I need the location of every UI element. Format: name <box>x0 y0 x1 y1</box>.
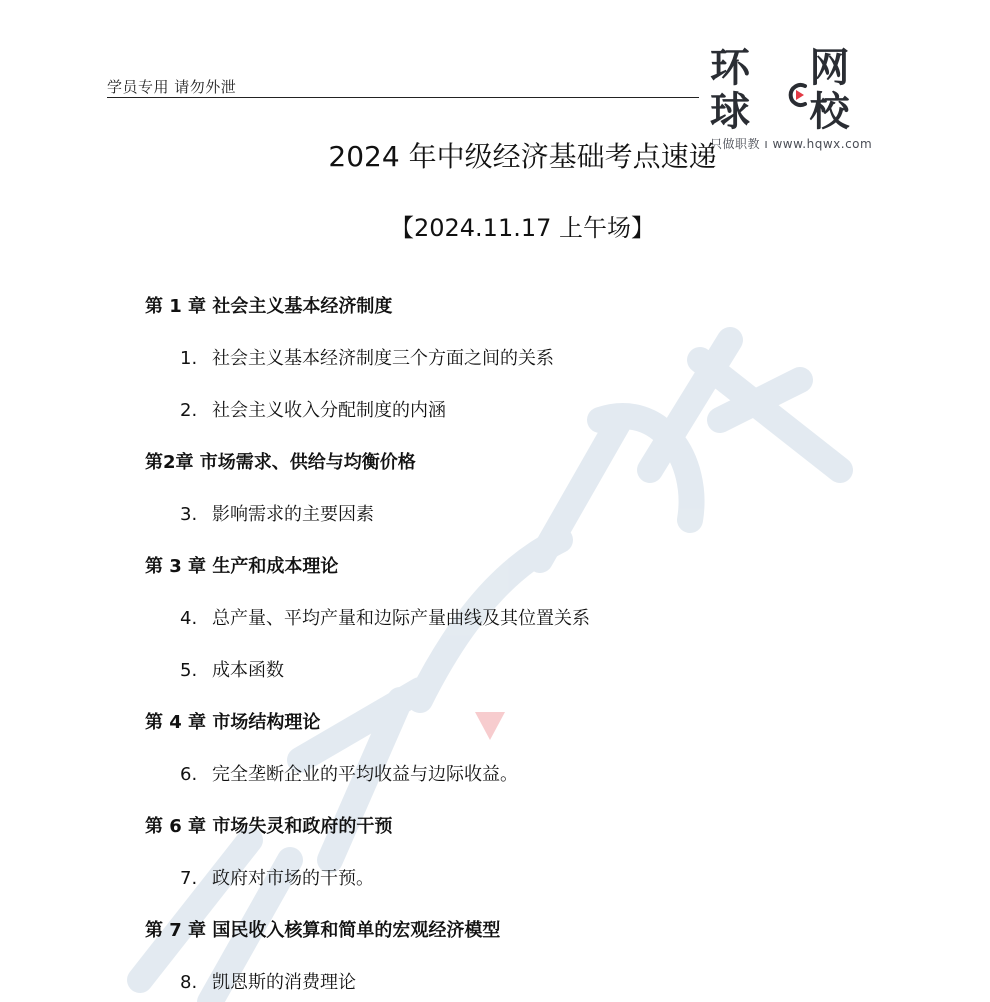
document-title: 2024 年中级经济基础考点速递 <box>328 140 717 173</box>
outline-item <box>180 656 284 682</box>
item-text: 社会主义基本经济制度三个方面之间的关系 <box>212 348 554 369</box>
item-text: 总产量、平均产量和边际产量曲线及其位置关系 <box>212 608 590 629</box>
outline-item <box>180 396 446 422</box>
chapter-heading: 第 6 章 市场失灵和政府的干预 <box>145 816 393 837</box>
chapter-heading: 第 7 章 国民收入核算和简单的宏观经济模型 <box>145 920 501 941</box>
item-text: 政府对市场的干预。 <box>212 868 374 889</box>
logo-text-right: 网校 <box>809 45 850 135</box>
play-icon <box>787 75 809 105</box>
outline-item <box>180 604 590 630</box>
item-number: 2. <box>180 400 198 421</box>
chapter-heading: 第2章 市场需求、供给与均衡价格 <box>145 452 416 473</box>
item-text: 成本函数 <box>212 660 284 681</box>
item-text: 影响需求的主要因素 <box>212 504 374 525</box>
session-label: 【2024.11.17 上午场】 <box>389 214 656 242</box>
item-number: 6. <box>180 764 198 785</box>
item-number: 4. <box>180 608 198 629</box>
chapter-heading: 第 1 章 社会主义基本经济制度 <box>145 296 393 317</box>
item-number: 7. <box>180 868 198 889</box>
outline-item <box>180 864 374 890</box>
item-number: 8. <box>180 972 198 993</box>
logo-wordmark <box>710 46 885 134</box>
header-confidential-note: 学员专用 请勿外泄 <box>107 78 237 96</box>
logo-tagline: 只做职教 ı www.hqwx.com <box>710 137 873 151</box>
header-divider <box>107 97 699 98</box>
logo-text-left: 环球 <box>710 45 750 135</box>
item-number: 5. <box>180 660 198 681</box>
item-text: 社会主义收入分配制度的内涵 <box>212 400 446 421</box>
outline-item <box>180 500 374 526</box>
chapter-heading: 第 3 章 生产和成本理论 <box>145 556 339 577</box>
item-number: 1. <box>180 348 198 369</box>
outline-item <box>180 344 554 370</box>
item-number: 3. <box>180 504 198 525</box>
item-text: 凯恩斯的消费理论 <box>212 972 356 993</box>
outline-item <box>180 968 356 994</box>
item-text: 完全垄断企业的平均收益与边际收益。 <box>212 764 518 785</box>
outline-item <box>180 760 518 786</box>
chapter-heading: 第 4 章 市场结构理论 <box>145 712 321 733</box>
